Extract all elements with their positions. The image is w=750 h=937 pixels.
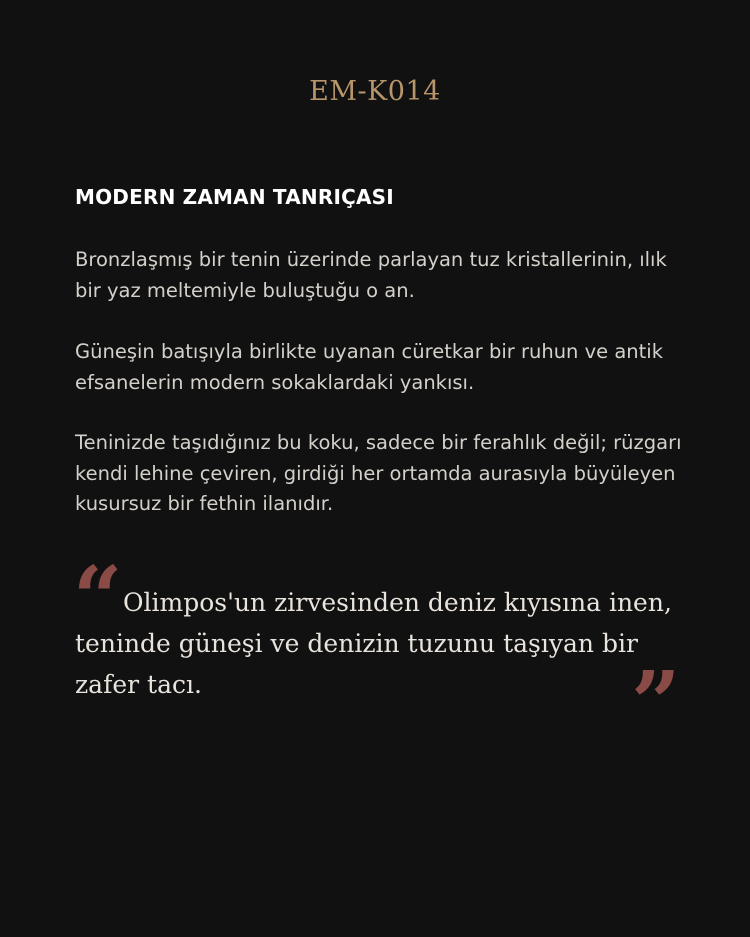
description-paragraph-3: Teninizde taşıdığınız bu koku, sadece bir ferahlık değil; rüzgarı kendi lehine çeviren, girdiği her ortamda aurasıyla büyüleyen kusursuz bir fethin ilanıdır. [75, 431, 682, 515]
product-code: EM-K014 [309, 76, 441, 107]
quote-text [75, 582, 685, 705]
description-paragraph-1: Bronzlaşmış bir tenin üzerinde parlayan tuz kristallerinin, ılık bir yaz meltemiyle buluştuğu o an. [75, 248, 667, 302]
close-quote-icon: ” [631, 653, 681, 754]
page-title: MODERN ZAMAN TANRIÇASI [75, 185, 394, 209]
quote-body: Olimpos'un zirvesinden deniz kıyısına inen, teninde güneşi ve denizin tuzunu taşıyan bir zafer tacı. [75, 588, 672, 699]
open-quote-icon: “ [73, 548, 123, 649]
description-paragraph-2: Güneşin batışıyla birlikte uyanan cüretkar bir ruhun ve antik efsanelerin modern sokaklardaki yankısı. [75, 340, 664, 394]
